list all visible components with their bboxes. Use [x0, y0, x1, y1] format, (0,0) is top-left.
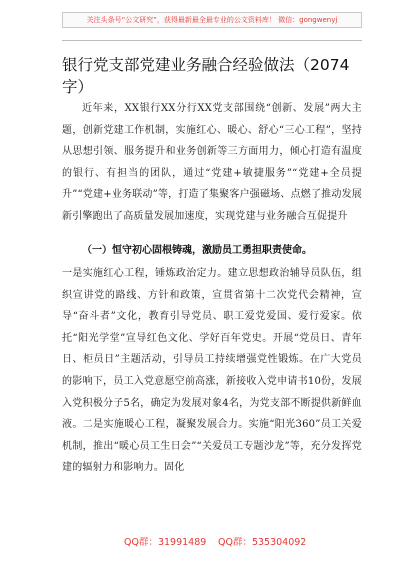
section-heading: （一）恒守初心固根铸魂，激励员工勇担职责使命。	[82, 245, 312, 256]
footer	[62, 532, 362, 554]
page-title: 银行党支部党建业务融合经验做法（2074字）	[62, 56, 350, 96]
section-1-body: 一是实施红心工程，锤炼政治定力。建立思想政治辅导员队伍，组织宣讲党的路线、方针和政策，宣贯省第十二次党代会精神，宣导“奋斗者”文化，教育引导党员、职工爱党爱国、爱行爱家。依托“阳光学堂”宣导红色文化、学好百年党史。开展“党员日、青年日、柜员日”主题活动，引导员工持续增强党性锻炼。在广大党员的影响下，员工入党意愿空前高涨，新接收入党申请书10份，发展入党积极分子5名，确定为发展对象4名，为党支部不断提供新鲜血液。二是实施暖心工程，凝聚发展合力。实施“阳光360”员工关爱机制，推出“暖心员工生日会”“关爱员工专题沙龙”等，充分发挥党建的辐射力和影响力。固化	[62, 268, 362, 474]
footer-qq-group-2: QQ群：535304092	[218, 537, 307, 548]
header-divider	[62, 40, 362, 41]
intro-paragraph: 近年来，XX银行XX分行XX党支部围绕“创新、发展”两大主题，创新党建工作机制，实施红心、暖心、舒心“三心工程”，坚持从思想引领、服务提升和业务创新等三方面用力，倾心打造有温度的银行、有担当的团队，通过“党建+敏捷服务”“党建+全员提升”“党建+业务联动”等，打造了集聚客户强磁场、点燃了推动发展新引擎跑出了高质量发展加速度，实现党建与业务融合互促提升	[62, 103, 362, 222]
footer-qq-group-1: QQ群：31991489	[124, 537, 207, 548]
header-banner: 关注头条号“公文研究”，获得最新最全最专业的公文资料库！ 微信：gongwenyj	[62, 12, 362, 28]
